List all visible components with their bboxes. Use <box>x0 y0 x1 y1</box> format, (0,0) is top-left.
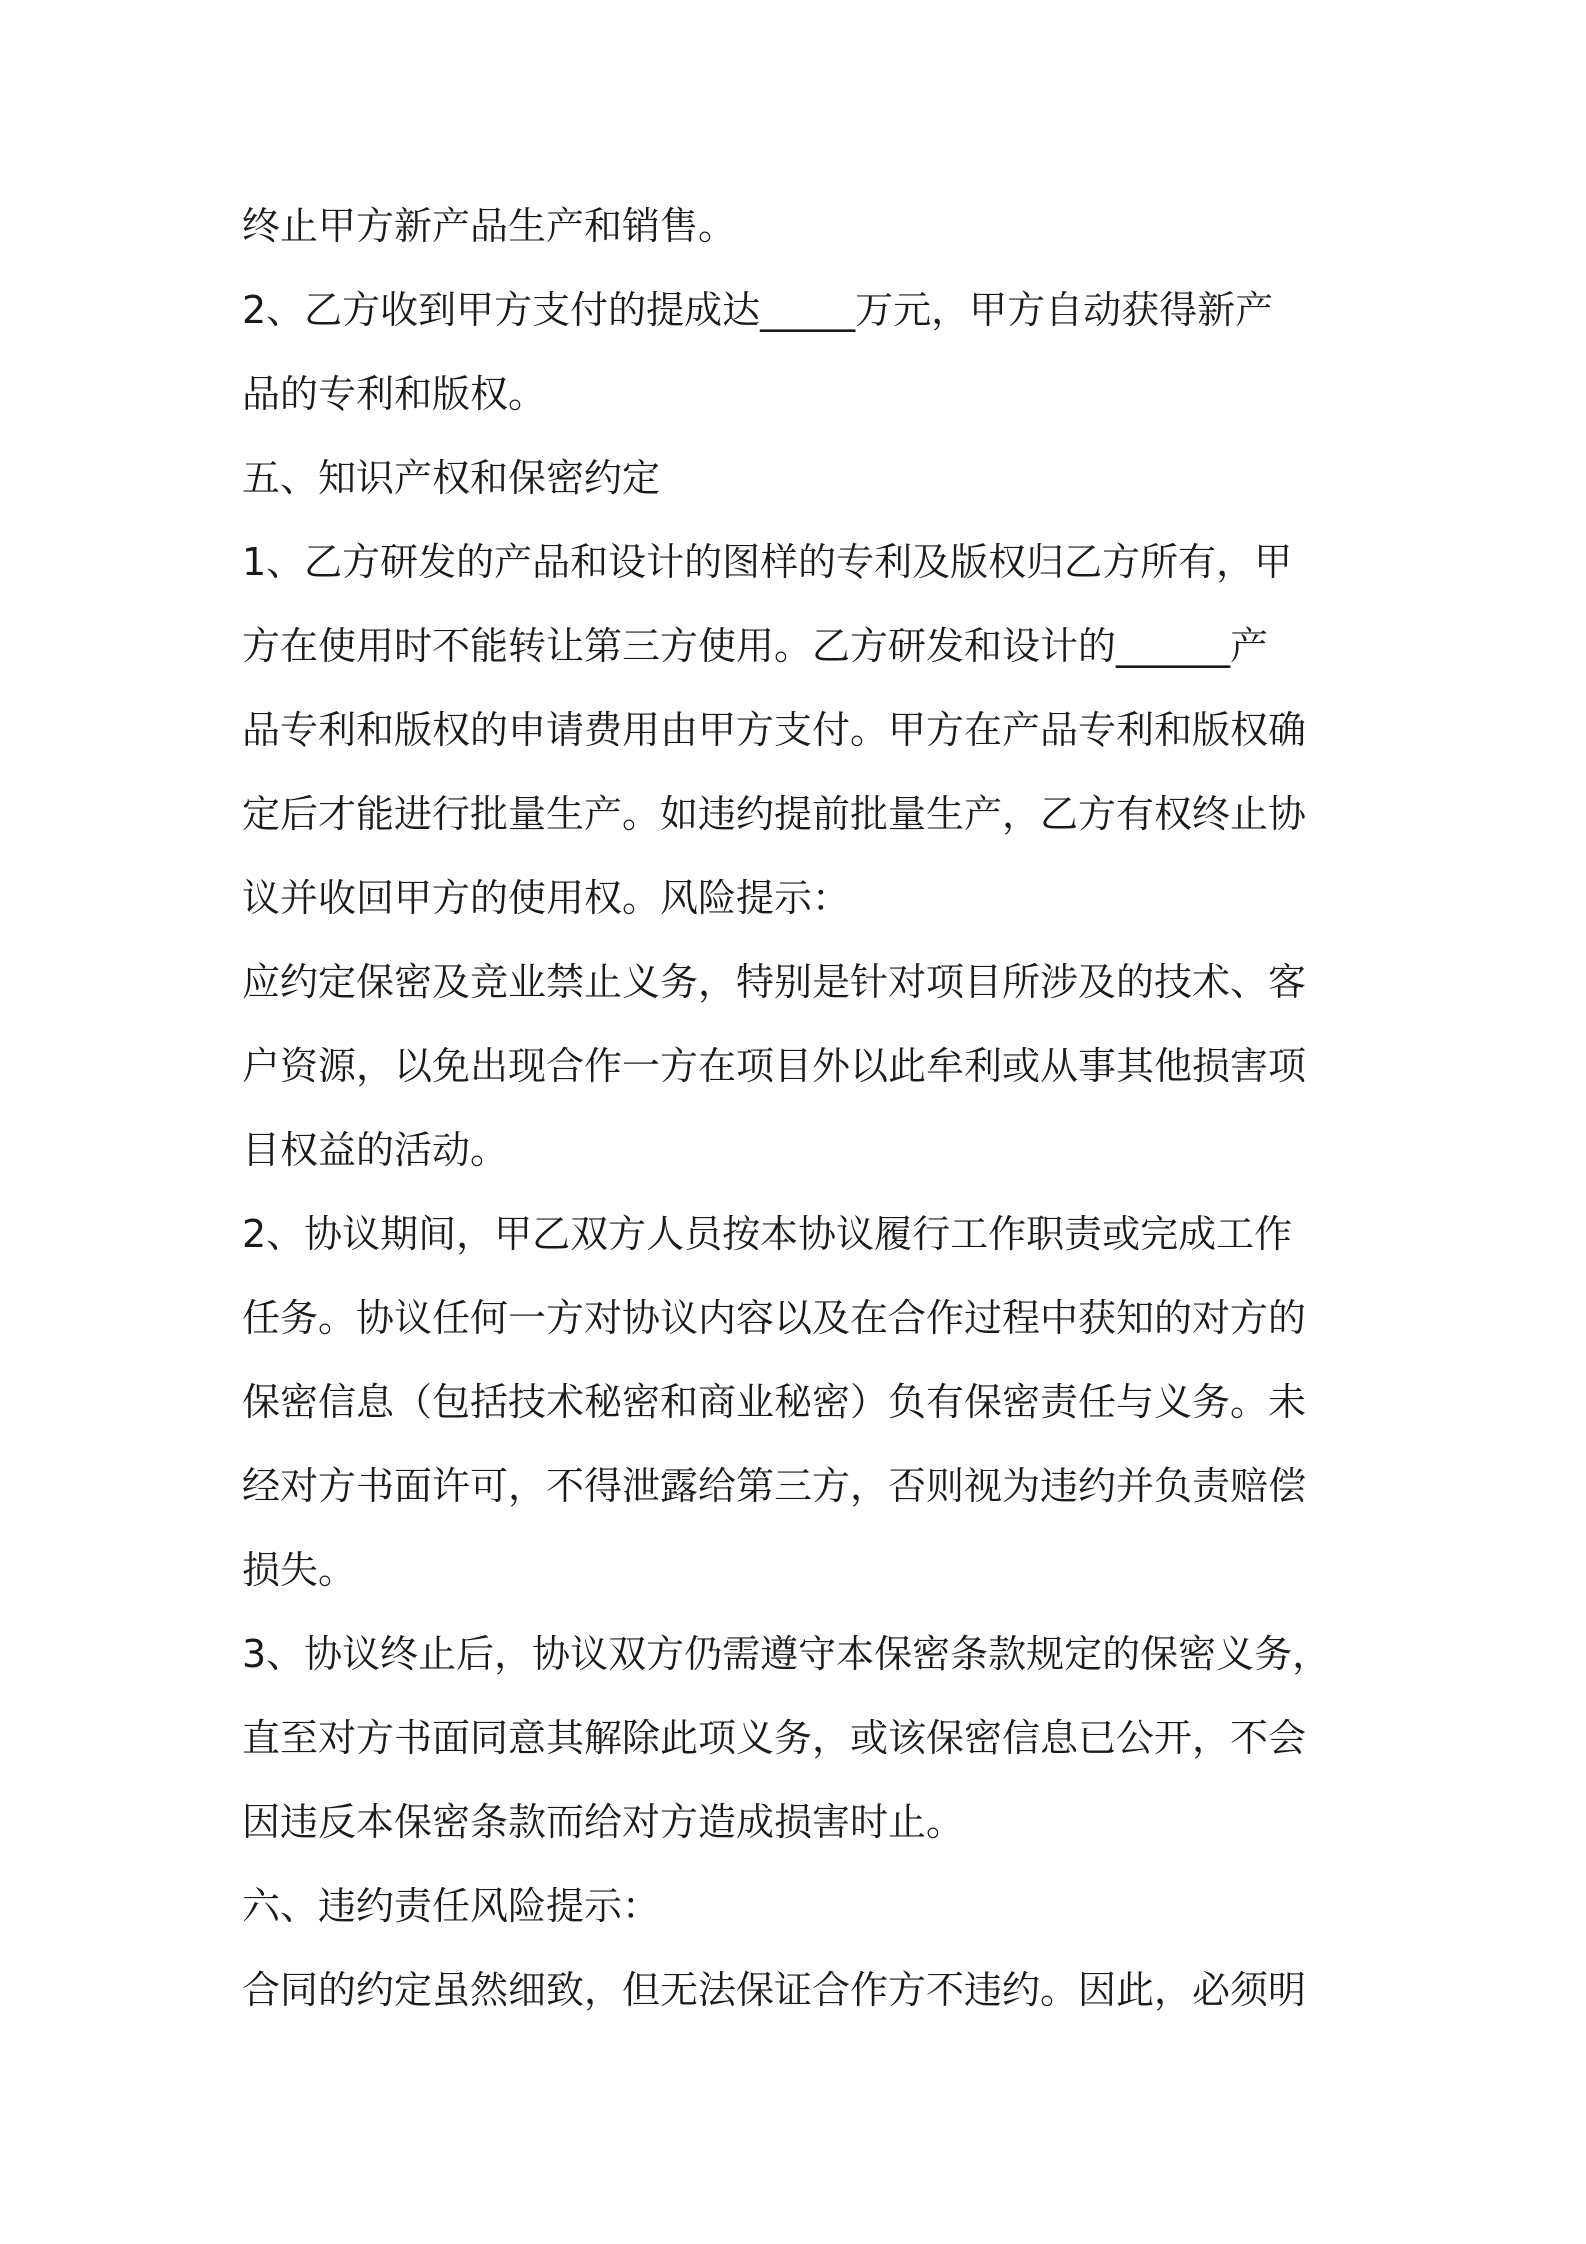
text-line: 品的专利和版权。 <box>242 372 547 416</box>
text-line: 合同的约定虽然细致，但无法保证合作方不违约。因此，必须明 <box>242 1968 1307 2012</box>
text-line: 议并收回甲方的使用权。风险提示： <box>242 876 851 920</box>
text-line: 目权益的活动。 <box>242 1128 509 1172</box>
text-line: 1、乙方研发的产品和设计的图样的专利及版权归乙方所有，甲 <box>242 540 1293 584</box>
text-line: 品专利和版权的申请费用由甲方支付。甲方在产品专利和版权确 <box>242 708 1307 752</box>
text-line: 应约定保密及竞业禁止义务，特别是针对项目所涉及的技术、客 <box>242 960 1307 1004</box>
text-line: 2、协议期间，甲乙双方人员按本协议履行工作职责或完成工作 <box>242 1212 1293 1256</box>
text-line: 损失。 <box>242 1548 357 1592</box>
text-line: 保密信息（包括技术秘密和商业秘密）负有保密责任与义务。未 <box>242 1380 1307 1424</box>
text-line: 方在使用时不能转让第三方使用。乙方研发和设计的______产 <box>242 624 1269 668</box>
text-line: 户资源，以免出现合作一方在项目外以此牟利或从事其他损害项 <box>242 1044 1307 1088</box>
section-heading: 五、知识产权和保密约定 <box>242 456 661 500</box>
text-line: 2、乙方收到甲方支付的提成达_____万元，甲方自动获得新产 <box>242 288 1274 332</box>
text-line: 定后才能进行批量生产。如违约提前批量生产，乙方有权终止协 <box>242 792 1307 836</box>
text-line: 任务。协议任何一方对协议内容以及在合作过程中获知的对方的 <box>242 1296 1307 1340</box>
section-heading: 六、违约责任风险提示： <box>242 1884 661 1928</box>
text-line: 直至对方书面同意其解除此项义务，或该保密信息已公开，不会 <box>242 1716 1307 1760</box>
text-line: 终止甲方新产品生产和销售。 <box>242 204 737 248</box>
text-line: 因违反本保密条款而给对方造成损害时止。 <box>242 1800 965 1844</box>
text-line: 3、协议终止后，协议双方仍需遵守本保密条款规定的保密义务， <box>242 1632 1331 1676</box>
text-line: 经对方书面许可，不得泄露给第三方，否则视为违约并负责赔偿 <box>242 1464 1307 1508</box>
document-body <box>242 196 1362 2044</box>
